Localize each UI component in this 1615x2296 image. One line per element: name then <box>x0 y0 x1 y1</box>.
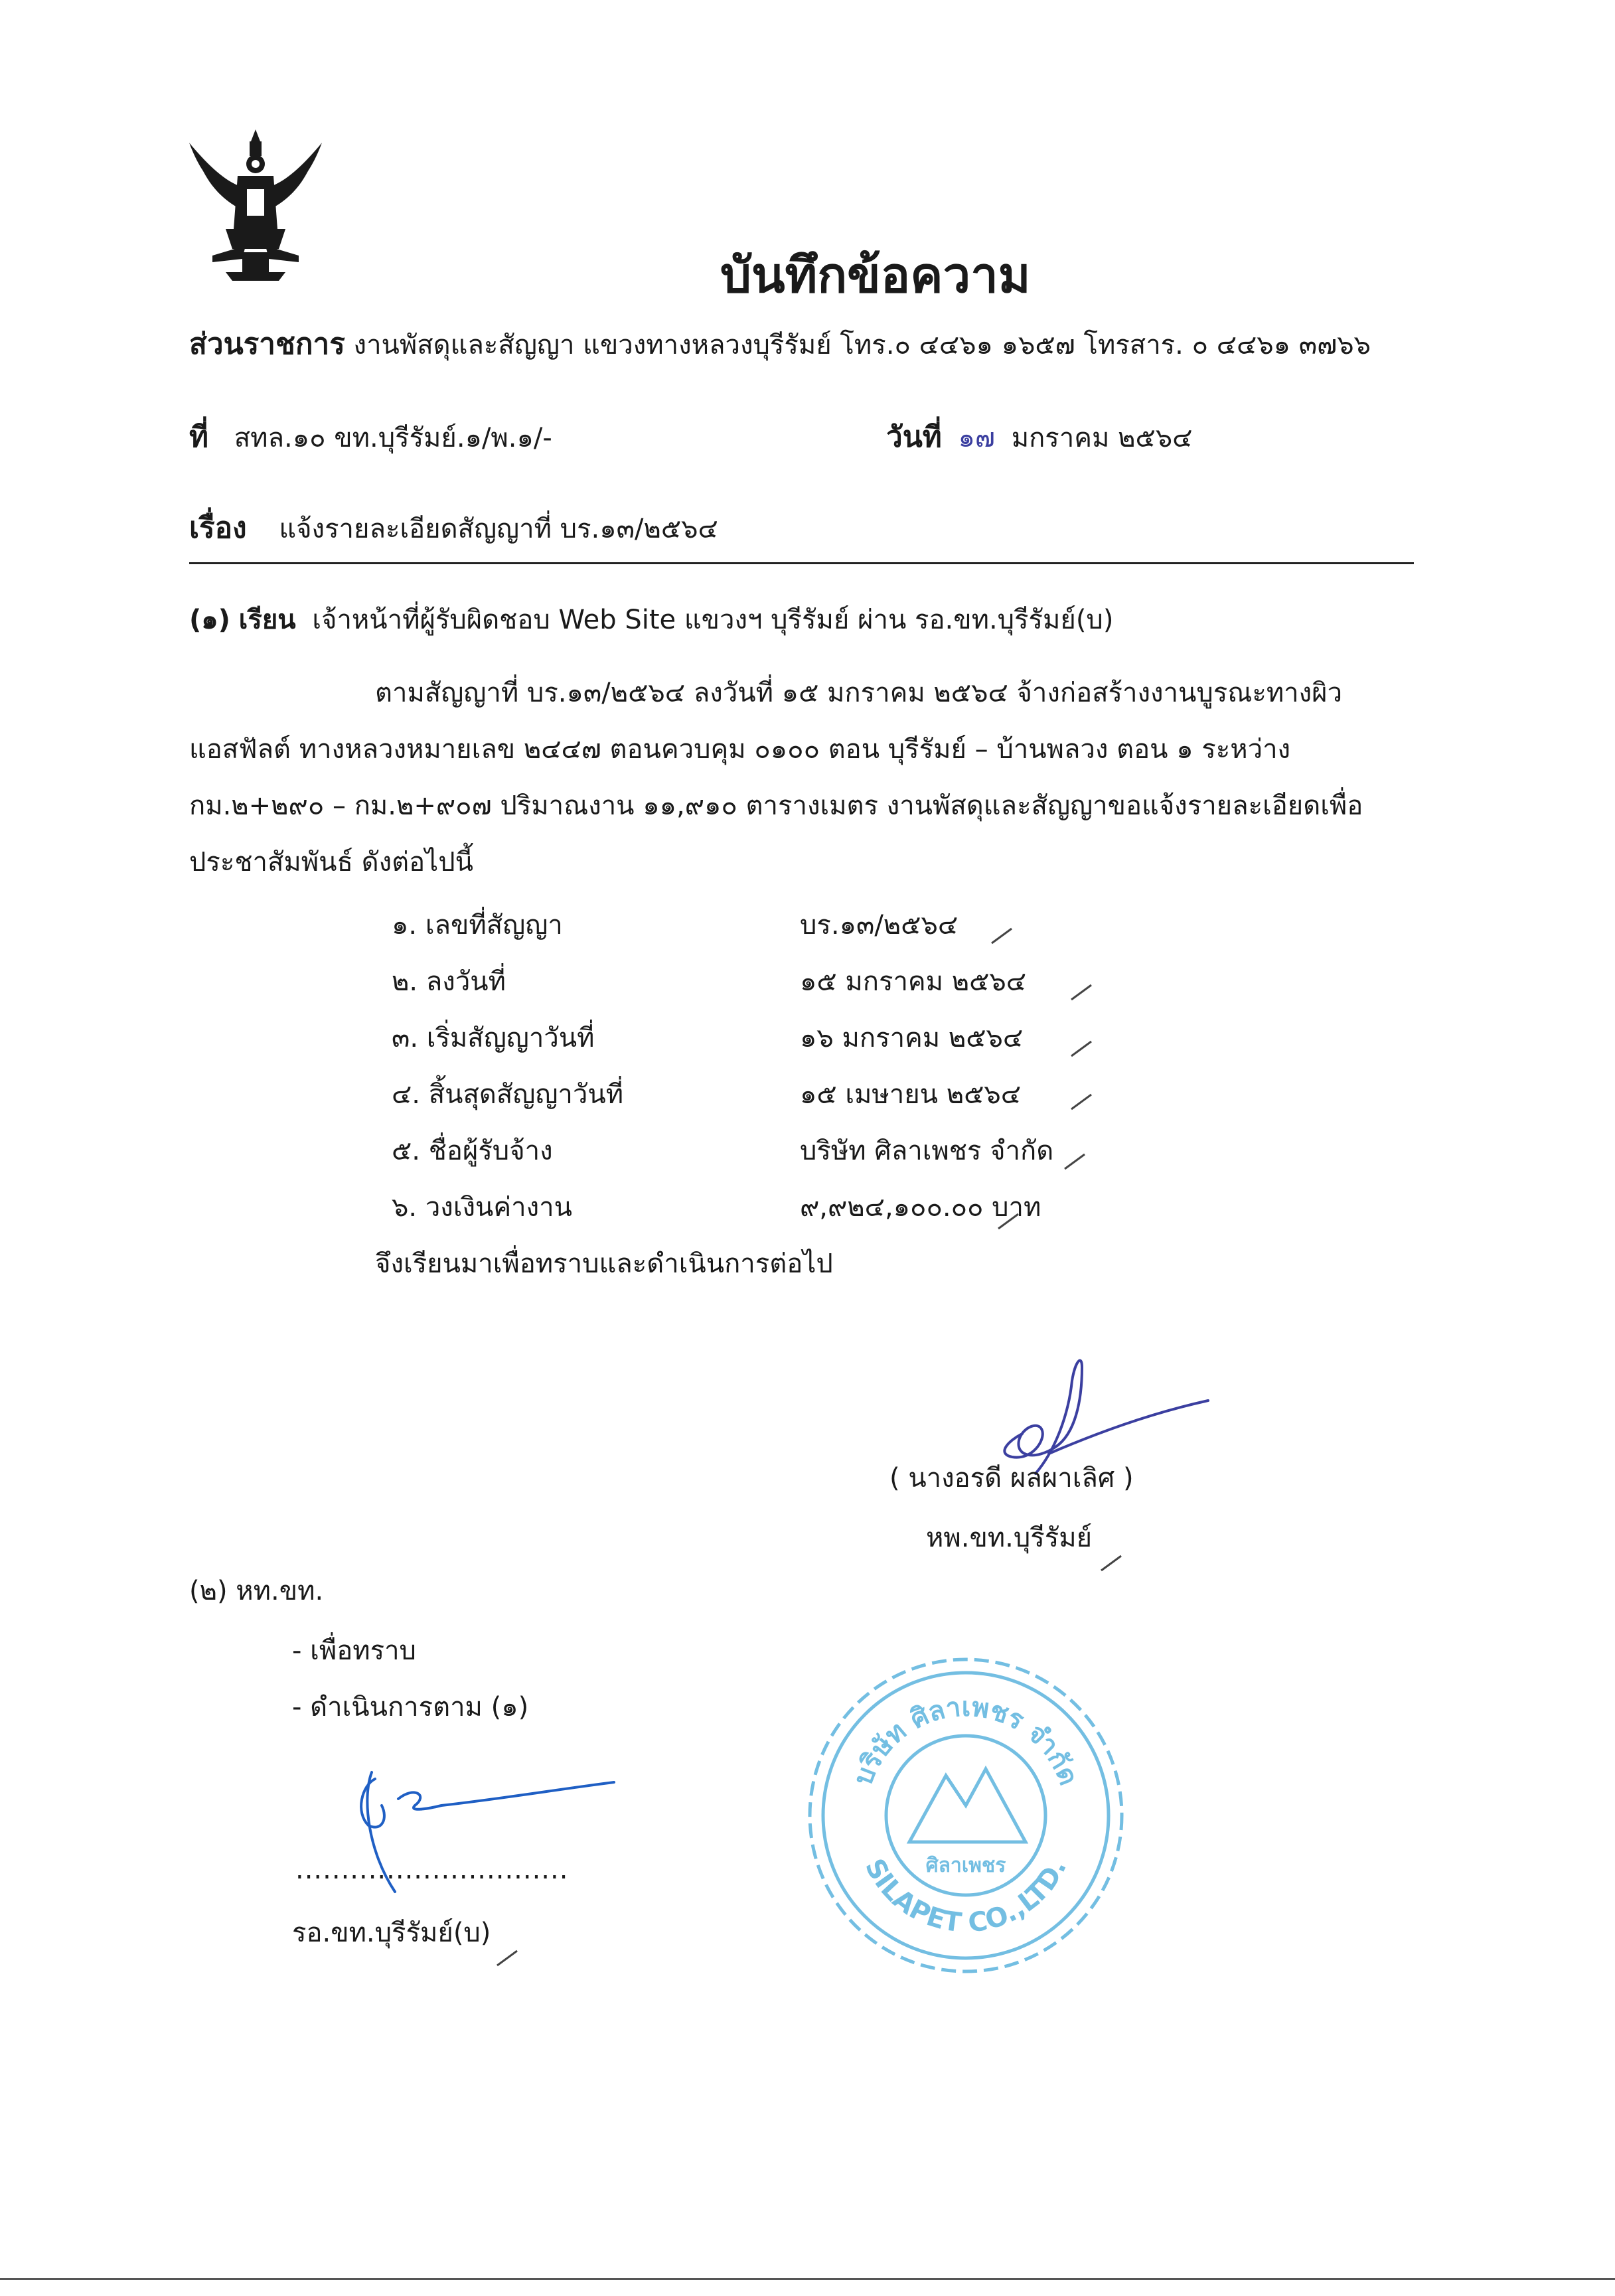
company-stamp-icon <box>793 1643 1138 1988</box>
detail-value: ๑๕ มกราคม ๒๕๖๔ <box>800 966 1027 997</box>
endorsement-item: - ดำเนินการตาม (๑) <box>292 1692 529 1722</box>
garuda-emblem-icon <box>186 123 325 282</box>
addressee-label: เรียน <box>238 605 296 635</box>
detail-value: ๙,๙๒๔,๑๐๐.๐๐ บาท <box>800 1192 1041 1223</box>
body-line-2: แอสฟัลต์ ทางหลวงหมายเลข ๒๔๔๗ ตอนควบคุม ๐๑๐๐ ตอน บุรีรัมย์ – บ้านพลวง ตอน ๑ ระหว่าง <box>189 734 1291 765</box>
endorsement-item: - เพื่อทราบ <box>292 1636 416 1666</box>
addressee-number: (๑) <box>189 605 230 635</box>
reference-line <box>189 421 552 453</box>
check-tick-icon <box>1099 1553 1124 1573</box>
date-label: วันที่ <box>886 420 942 454</box>
subject-value: แจ้งรายละเอียดสัญญาที่ บร.๑๓/๒๕๖๔ <box>279 514 718 544</box>
signatory-name: ( นางอรดี ผลผาเลิศ ) <box>889 1463 1134 1493</box>
detail-value: บริษัท ศิลาเพชร จำกัด <box>800 1136 1054 1166</box>
detail-label: ๑. เลขที่สัญญา <box>392 910 563 941</box>
addressee-value: เจ้าหน้าที่ผู้รับผิดชอบ Web Site แขวงฯ บุรีรัมย์ ผ่าน รอ.ขท.บุรีรัมย์(บ) <box>312 605 1114 635</box>
addressee-line <box>189 605 1113 635</box>
header-divider <box>189 562 1414 564</box>
check-tick-icon <box>495 1948 520 1968</box>
date-line <box>886 421 1192 453</box>
check-tick-icon <box>996 1211 1021 1231</box>
document-title: บันทึกข้อความ <box>720 247 1031 304</box>
department-value: งานพัสดุและสัญญา แขวงทางหลวงบุรีรัมย์ โทร.๐ ๔๔๖๑ ๑๖๕๗ โทรสาร. ๐ ๔๔๖๑ ๓๗๖๖ <box>353 330 1371 360</box>
check-tick-icon <box>1069 1039 1094 1059</box>
department-line <box>189 329 1371 360</box>
detail-label: ๒. ลงวันที่ <box>392 966 506 997</box>
stamp-center-text: ศิลาเพชร <box>925 1854 1006 1877</box>
detail-label: ๔. สิ้นสุดสัญญาวันที่ <box>392 1079 624 1110</box>
detail-value: ๑๕ เมษายน ๒๕๖๔ <box>800 1079 1022 1110</box>
reference-label: ที่ <box>189 420 209 454</box>
body-line-4: ประชาสัมพันธ์ ดังต่อไปนี้ <box>189 847 473 878</box>
check-tick-icon <box>989 926 1014 946</box>
subject-label: เรื่อง <box>189 511 247 545</box>
detail-label: ๓. เริ่มสัญญาวันที่ <box>392 1023 595 1053</box>
endorsement-number: (๒) หท.ขท. <box>189 1576 324 1606</box>
detail-value: ๑๖ มกราคม ๒๕๖๔ <box>800 1023 1024 1053</box>
signatory-position: หพ.ขท.บุรีรัมย์ <box>926 1523 1093 1553</box>
detail-label: ๕. ชื่อผู้รับจ้าง <box>392 1136 553 1166</box>
signature-dotted-line: .............................. <box>295 1855 569 1885</box>
stamp-english-text: SILAPET CO.,LTD. <box>858 1853 1073 1939</box>
page-bottom-edge <box>0 2278 1615 2280</box>
closing-line: จึงเรียนมาเพื่อทราบและดำเนินการต่อไป <box>375 1249 833 1279</box>
detail-value: บร.๑๓/๒๕๖๔ <box>800 910 959 941</box>
check-tick-icon <box>1069 1092 1094 1112</box>
endorsement-position: รอ.ขท.บุรีรัมย์(บ) <box>292 1918 491 1948</box>
reference-value: สทล.๑๐ ขท.บุรีรัมย์.๑/พ.๑/- <box>234 423 552 453</box>
department-label: ส่วนราชการ <box>189 327 345 361</box>
check-tick-icon <box>1069 982 1094 1002</box>
detail-label: ๖. วงเงินค่างาน <box>392 1192 572 1223</box>
stamp-thai-text: บริษัท ศิลาเพชร จำกัด <box>848 1691 1084 1790</box>
body-line-1: ตามสัญญาที่ บร.๑๓/๒๕๖๔ ลงวันที่ ๑๕ มกราคม ๒๕๖๔ จ้างก่อสร้างงานบูรณะทางผิว <box>375 678 1343 708</box>
date-day: ๑๗ <box>958 423 995 453</box>
body-line-3: กม.๒+๒๙๐ – กม.๒+๙๐๗ ปริมาณงาน ๑๑,๙๑๐ ตารางเมตร งานพัสดุและสัญญาขอแจ้งรายละเอียดเพื่อ <box>189 791 1363 821</box>
check-tick-icon <box>1062 1152 1087 1172</box>
subject-line <box>189 512 718 544</box>
date-month-year: มกราคม ๒๕๖๔ <box>1011 423 1193 453</box>
